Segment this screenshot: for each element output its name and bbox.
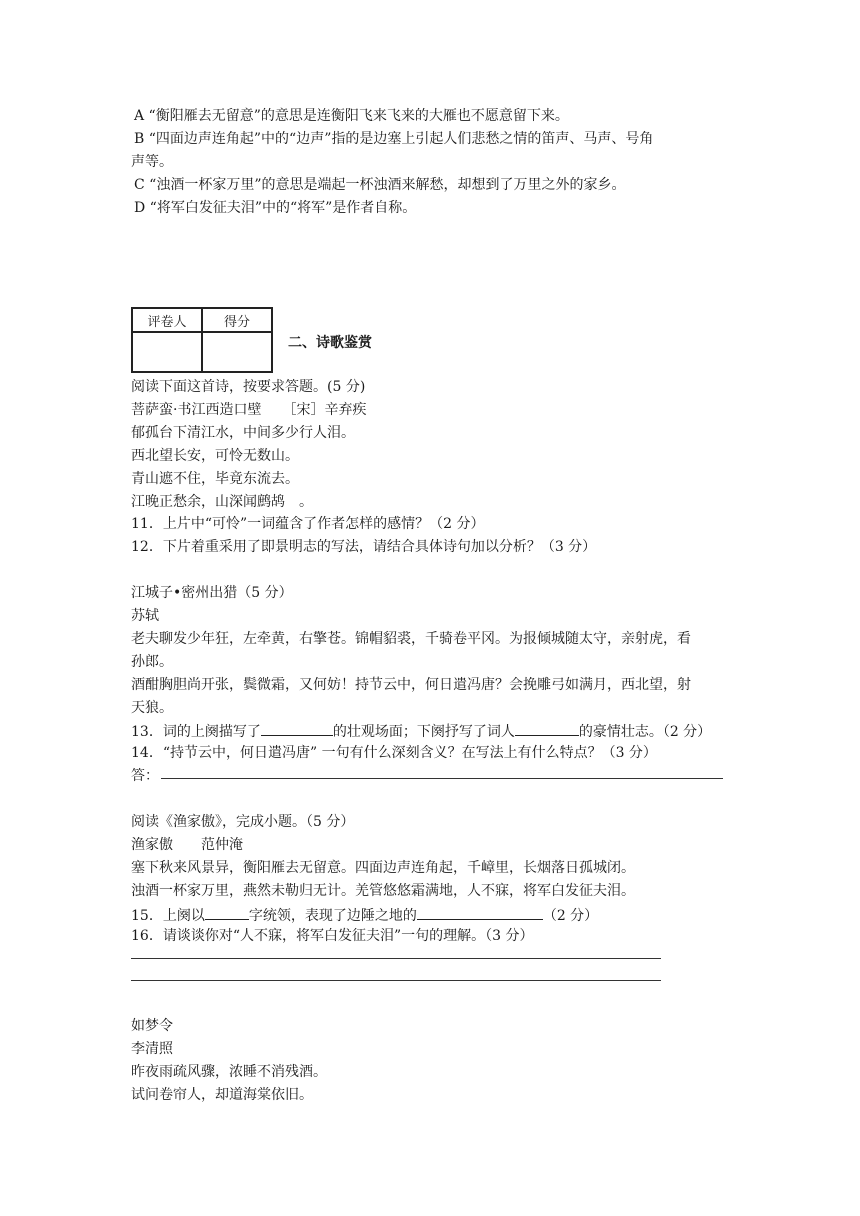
question-16: 16．请谈谈你对“人不寐，将军白发征夫泪”一句的理解。（3 分） [131,928,534,944]
score-table [131,307,273,373]
question-13-part3: 的豪情壮志。（2 分） [578,724,712,740]
question-15-part2: 字统领，表现了边陲之地的 [248,908,417,924]
poem2-author: 苏轼 [131,608,159,624]
poem3-intro: 阅读《渔家傲》，完成小题。（5 分） [131,814,355,830]
option-d: D “将军白发征夫泪”中的“将军”是作者自称。 [134,200,417,216]
score-table-score-header: 得分 [202,308,272,332]
question-15-blank2[interactable] [417,904,543,920]
option-b-line1: B “四面边声连角起”中的“边声”指的是边塞上引起人们悲愁之情的笛声、马声、号角 [134,131,654,147]
question-13-part2: 的壮观场面；下阕抒写了词人 [332,724,515,740]
question-13 [131,720,711,740]
question-15-part3: （2 分） [542,908,599,924]
poem3-line1: 塞下秋来风景异，衡阳雁去无留意。四面边声连角起，千嶂里，长烟落日孤城闭。 [131,860,635,876]
poem1-title: 菩萨蛮·书江西造口壁 ［宋］辛弃疾 [131,402,367,418]
score-table-grader-header: 评卷人 [132,308,202,332]
poem3-title: 渔家傲 范仲淹 [131,837,243,853]
option-b-line2: 声等。 [131,154,173,170]
poem4-line1: 昨夜雨疏风骤，浓睡不消残酒。 [131,1064,327,1080]
poem2-line1b: 孙郎。 [131,654,173,670]
question-13-blank2[interactable] [515,720,579,736]
question-16-answer-line1[interactable] [131,958,661,959]
poem2-line2b: 天狼。 [131,700,173,716]
question-15 [131,904,598,924]
question-13-blank1[interactable] [261,720,333,736]
poem4-line2: 试问卷帘人，却道海棠依旧。 [131,1087,313,1103]
score-table-score-cell[interactable] [202,332,272,372]
question-14: 14．“持节云中，何日遣冯唐” 一句有什么深刻含义？在写法上有什么特点？（3 分） [131,745,657,761]
poem4-author: 李清照 [131,1041,173,1057]
question-12: 12．下片着重采用了即景明志的写法，请结合具体诗句加以分析？（3 分） [131,539,597,555]
poem2-line2a: 酒酣胸胆尚开张，鬓微霜，又何妨！持节云中，何日遣冯唐？会挽雕弓如满月，西北望，射 [131,677,691,693]
score-table-grader-cell[interactable] [132,332,202,372]
question-16-answer-line2[interactable] [131,980,661,981]
question-15-blank1[interactable] [205,904,249,920]
question-11: 11．上片中“可怜”一词蕴含了作者怎样的感情？（2 分） [131,516,485,532]
poem2-title: 江城子•密州出猎（5 分） [131,585,293,601]
option-c: C “浊酒一杯家万里”的意思是端起一杯浊酒来解愁，却想到了万里之外的家乡。 [134,177,626,193]
section-title: 二、诗歌鉴赏 [288,335,372,351]
poem4-title: 如梦令 [131,1018,173,1034]
poem3-line2: 浊酒一杯家万里，燕然未勒归无计。羌管悠悠霜满地，人不寐，将军白发征夫泪。 [131,883,635,899]
question-15-part1: 15．上阕以 [131,908,205,924]
question-14-answer-label: 答： [131,768,159,784]
poem2-line1a: 老夫聊发少年狂，左牵黄，右擎苍。锦帽貂裘，千骑卷平冈。为报倾城随太守，亲射虎，看 [131,631,691,647]
poem1-line3: 青山遮不住，毕竟东流去。 [131,471,299,487]
question-14-answer-line[interactable] [161,778,723,779]
poem1-line2: 西北望长安，可怜无数山。 [131,448,299,464]
poem1-line4: 江晚正愁余，山深闻鹧鸪 。 [131,494,313,510]
option-a: A “衡阳雁去无留意”的意思是连衡阳飞来飞来的大雁也不愿意留下来。 [134,108,569,124]
poem1-intro: 阅读下面这首诗，按要求答题。(5 分) [131,379,366,395]
poem1-line1: 郁孤台下清江水，中间多少行人泪。 [131,425,355,441]
question-13-part1: 13．词的上阕描写了 [131,724,261,740]
